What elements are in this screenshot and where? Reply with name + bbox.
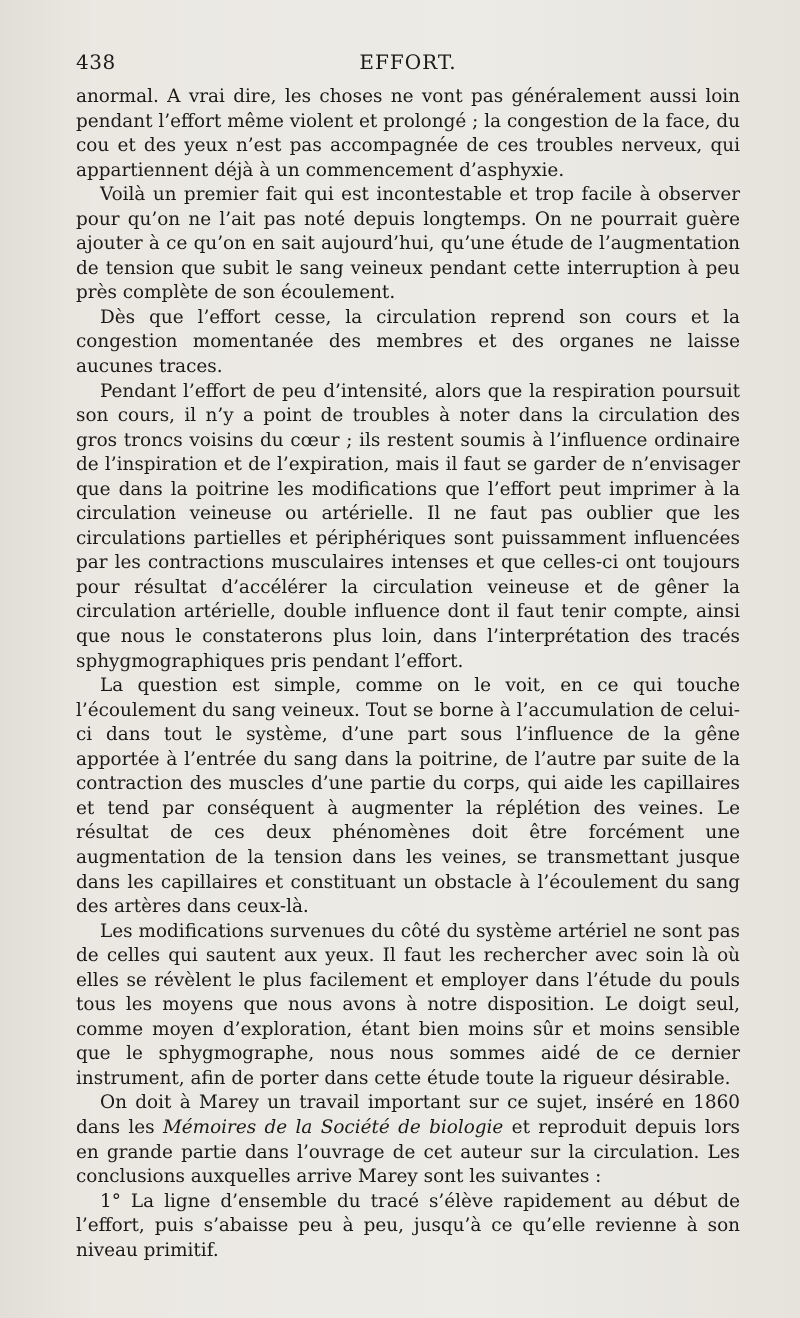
paragraph [76, 1091, 740, 1189]
paragraph [76, 674, 740, 919]
paragraph-text: La question est simple, comme on le voit, en ce qui touche l’écoulement du sang veineux. Tout se borne à l’accumulation de celui-ci dans tout le système, d’une part sous l’influence de la gêne apportée à l’entrée du sang dans la poitrine, de l’autre par suite de la contraction des muscles d’une partie du corps, qui aide les capillaires et tend par conséquent à augmenter la réplétion des veines. Le résultat de ces deux phénomènes doit être forcément une augmentation de la tension dans les veines, se transmettant jusque dans les capillaires et constituant un obstacle à l’écoulement du sang des artères dans ceux-là. [76, 675, 740, 918]
paragraph-text: Pendant l’effort de peu d’intensité, alors que la respiration poursuit son cours, il n’y a point de troubles à noter dans la circulation des gros troncs voisins du cœur ; ils restent soumis à l’influence ordinaire de l’inspiration et de l’expiration, mais il faut se garder de n’envisager que dans la poitrine les modifications que l’effort peut imprimer à la circulation veineuse ou artérielle. Il ne faut pas oublier que les circulations partielles et périphériques sont puissamment influencées par les contractions musculaires intenses et que celles-ci ont toujours pour résultat d’accélérer la circulation veineuse et de gêner la circulation artérielle, double influence dont il faut tenir compte, ainsi que nous le constaterons plus loin, dans l’interprétation des tracés sphygmographiques pris pendant l’effort. [76, 380, 740, 672]
paragraph [76, 85, 740, 183]
italic-title: Mémoires de la Société de biologie [162, 1116, 504, 1138]
paragraph [76, 1190, 740, 1264]
paragraph [76, 380, 740, 675]
paragraph-text: anormal. A vrai dire, les choses ne vont pas généralement aussi loin pendant l’effort même violent et prolongé ; la congestion de la face, du cou et des yeux n’est pas accompagnée de ces troubles nerveux, qui appartiennent déjà à un commencement d’asphyxie. [76, 86, 740, 181]
paragraph-text: Voilà un premier fait qui est incontestable et trop facile à observer pour qu’on ne l’ait pas noté depuis longtemps. On ne pourrait guère ajouter à ce qu’on en sait aujourd’hui, qu’une étude de l’augmentation de tension que subit le sang veineux pendant cette interruption à peu près complète de son écoulement. [76, 184, 740, 304]
page-header [76, 50, 740, 80]
paragraph-text: 1° La ligne d’ensemble du tracé s’élève rapidement au début de l’effort, puis s’abaisse peu à peu, jusqu’à ce qu’elle revienne à son niveau primitif. [76, 1190, 740, 1261]
body-text [76, 85, 740, 1263]
paragraph [76, 306, 740, 380]
page-number: 438 [76, 50, 116, 74]
paragraph-text: Les modifications survenues du côté du système artériel ne sont pas de celles qui sautent aux yeux. Il faut les rechercher avec soin là où elles se révèlent le plus facilement et employer dans l’étude du pouls tous les moyens que nous avons à notre disposition. Le doigt seul, comme moyen d’exploration, étant bien moins sûr et moins sensible que le sphygmographe, nous nous sommes aidé de ce dernier instrument, afin de porter dans cette étude toute la rigueur désirable. [76, 920, 740, 1089]
running-head: EFFORT. [359, 50, 457, 74]
paragraph [76, 183, 740, 306]
paragraph [76, 920, 740, 1092]
paragraph-text: On doit à Marey un travail important sur ce sujet, inséré en 1860 dans les [76, 1092, 740, 1138]
paragraph-text: Dès que l’effort cesse, la circulation reprend son cours et la congestion momentanée des membres et des organes ne laisse aucunes traces. [76, 306, 740, 378]
paragraph-text: et reproduit depuis lors en grande partie dans l’ouvrage de cet auteur sur la circulation. Les conclusions auxquelles arrive Marey sont les suivantes : [76, 1116, 740, 1188]
